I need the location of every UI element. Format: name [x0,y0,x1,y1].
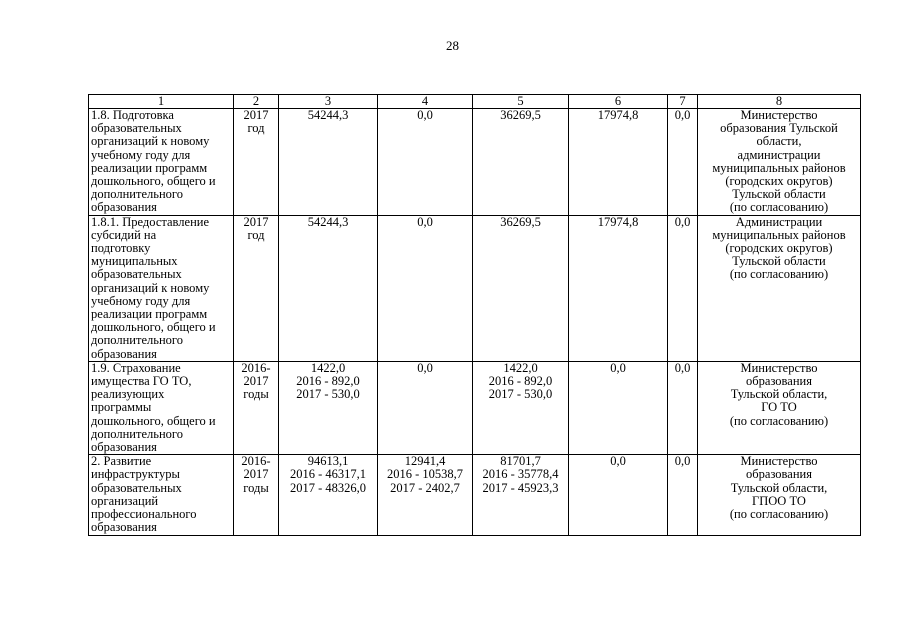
cell-line: организаций к новому [91,134,210,149]
cell-federal [378,109,473,216]
cell-line: (по согласованию) [729,507,829,522]
cell-line: (городских округов) [725,174,833,189]
cell-line: 0,0 [417,360,433,375]
cell-line: образования [91,200,157,215]
header-cell: 7 [668,95,698,109]
cell-period [234,215,279,361]
cell-measure [89,361,234,454]
header-cell: 5 [473,95,569,109]
cell-line: области, [756,134,802,149]
cell-executor [698,455,861,535]
cell-line: учебному году для [91,147,191,162]
cell-line: образования [746,374,812,389]
cell-line: 81701,7 [500,454,541,469]
cell-executor [698,109,861,216]
cell-line: реализации программ [91,160,208,175]
cell-line: (по согласованию) [729,413,829,428]
cell-line: 36269,5 [500,108,541,122]
cell-line: 2016 - 46317,1 [289,467,367,482]
header-cell: 8 [698,95,861,109]
cell-line: образования [91,520,157,535]
cell-regional [473,109,569,216]
cell-line: 0,0 [674,454,691,469]
cell-other [668,215,698,361]
cell-line: 2016- [241,454,271,469]
cell-line: 0,0 [610,454,626,469]
cell-line: 1422,0 [503,360,538,375]
cell-period [234,361,279,454]
cell-line: 0,0 [674,360,691,375]
cell-line: 2017 - 530,0 [488,387,553,402]
cell-line: 0,0 [610,360,626,375]
cell-municipal [569,215,668,361]
cell-line: 2017 - 2402,7 [390,480,460,495]
cell-line: 2017 [243,214,269,229]
cell-line: 17974,8 [597,214,639,229]
cell-line: 1422,0 [310,360,346,375]
cell-line: 2017 - 530,0 [296,387,360,402]
header-cell: 4 [378,95,473,109]
cell-line: 2016 - 10538,7 [386,467,464,482]
cell-line: 2017 - 45923,3 [482,480,559,495]
cell-line: субсидий на [91,227,157,242]
cell-executor [698,361,861,454]
cell-line: годы [243,480,269,495]
cell-executor [698,215,861,361]
cell-line: дополнительного [91,187,183,202]
table-row [89,361,861,454]
cell-line: 0,0 [674,108,691,122]
cell-municipal [569,361,668,454]
cell-other [668,109,698,216]
cell-line: 0,0 [417,108,433,122]
cell-line: 2017 [243,467,269,482]
cell-other [668,455,698,535]
cell-line: инфраструктуры [91,467,180,482]
cell-line: муниципальных районов [712,160,846,175]
cell-line: Администрации [735,214,823,229]
page-number: 28 [446,38,459,53]
cell-line: муниципальных [91,254,178,269]
table-row [89,215,861,361]
cell-municipal [569,109,668,216]
cell-federal [378,215,473,361]
cell-line: образовательных [91,267,182,282]
cell-line: 1.9. Страхование [91,360,181,375]
cell-line: 12941,4 [404,454,446,469]
cell-period [234,455,279,535]
cell-line: 54244,3 [307,214,349,229]
cell-line: дошкольного, общего и [91,413,216,428]
cell-line: 0,0 [674,214,691,229]
cell-line: имущества ГО ТО, [91,374,192,389]
cell-federal [378,361,473,454]
cell-line: годы [243,387,269,402]
cell-line: Тульской области [732,187,826,202]
cell-line: Министерство [740,454,818,469]
cell-line: дополнительного [91,426,183,441]
cell-line: 2. Развитие [91,454,152,469]
cell-line: 36269,5 [500,214,541,229]
header-cell: 3 [279,95,378,109]
cell-line: дошкольного, общего и [91,320,216,335]
cell-line: ГО ТО [761,400,797,415]
cell-line: подготовку [91,241,151,256]
cell-line: 0,0 [417,214,433,229]
cell-total [279,109,378,216]
cell-regional [473,215,569,361]
cell-regional [473,361,569,454]
cell-line: Тульской области, [730,387,828,402]
cell-line: программы [91,400,152,415]
cell-line: Министерство [740,360,818,375]
header-row [89,95,861,109]
cell-line: Тульской области, [730,480,828,495]
table-row [89,455,861,535]
cell-total [279,455,378,535]
cell-line: 2016- [241,360,271,375]
cell-line: ГПОО ТО [752,493,806,508]
cell-line: образовательных [91,480,182,495]
cell-line: учебному году для [91,293,191,308]
cell-line: (по согласованию) [729,200,829,215]
table-row [89,109,861,216]
header-cell: 2 [234,95,279,109]
cell-line: реализации программ [91,307,208,322]
cell-line: администрации [737,147,821,162]
cell-line: 1.8.1. Предоставление [91,214,209,229]
cell-other [668,361,698,454]
cell-line: организаций [91,493,159,508]
cell-measure [89,109,234,216]
cell-measure [89,215,234,361]
cell-line: 2016 - 892,0 [488,374,553,389]
cell-line: 94613,1 [307,454,349,469]
cell-total [279,361,378,454]
cell-total [279,215,378,361]
cell-line: 2017 [243,108,269,122]
cell-line: 17974,8 [597,108,639,122]
cell-line: дошкольного, общего и [91,174,216,189]
cell-line: 2017 [243,374,269,389]
cell-line: 2016 - 35778,4 [482,467,559,482]
cell-line: Министерство [740,108,818,122]
cell-regional [473,455,569,535]
cell-municipal [569,455,668,535]
cell-line: организаций к новому [91,280,210,295]
cell-line: образования [91,346,157,361]
cell-measure [89,455,234,535]
cell-line: образования Тульской [720,121,838,136]
cell-line: 2016 - 892,0 [296,374,360,389]
cell-line: образования [91,440,157,455]
cell-line: муниципальных районов [712,227,846,242]
cell-line: дополнительного [91,333,183,348]
cell-line: год [247,227,265,242]
header-cell: 6 [569,95,668,109]
cell-line: 54244,3 [307,108,349,122]
cell-line: Тульской области [732,254,826,269]
cell-line: профессионального [91,507,197,522]
cell-line: 1.8. Подготовка [91,108,174,122]
cell-line: 2017 - 48326,0 [289,480,367,495]
cell-line: (по согласованию) [729,267,829,282]
cell-line: реализующих [91,387,165,402]
cell-line: год [247,121,265,136]
cell-line: образования [746,467,812,482]
funding-table [88,94,861,536]
header-cell: 1 [89,95,234,109]
cell-line: (городских округов) [725,241,833,256]
cell-period [234,109,279,216]
cell-federal [378,455,473,535]
cell-line: образовательных [91,121,182,136]
